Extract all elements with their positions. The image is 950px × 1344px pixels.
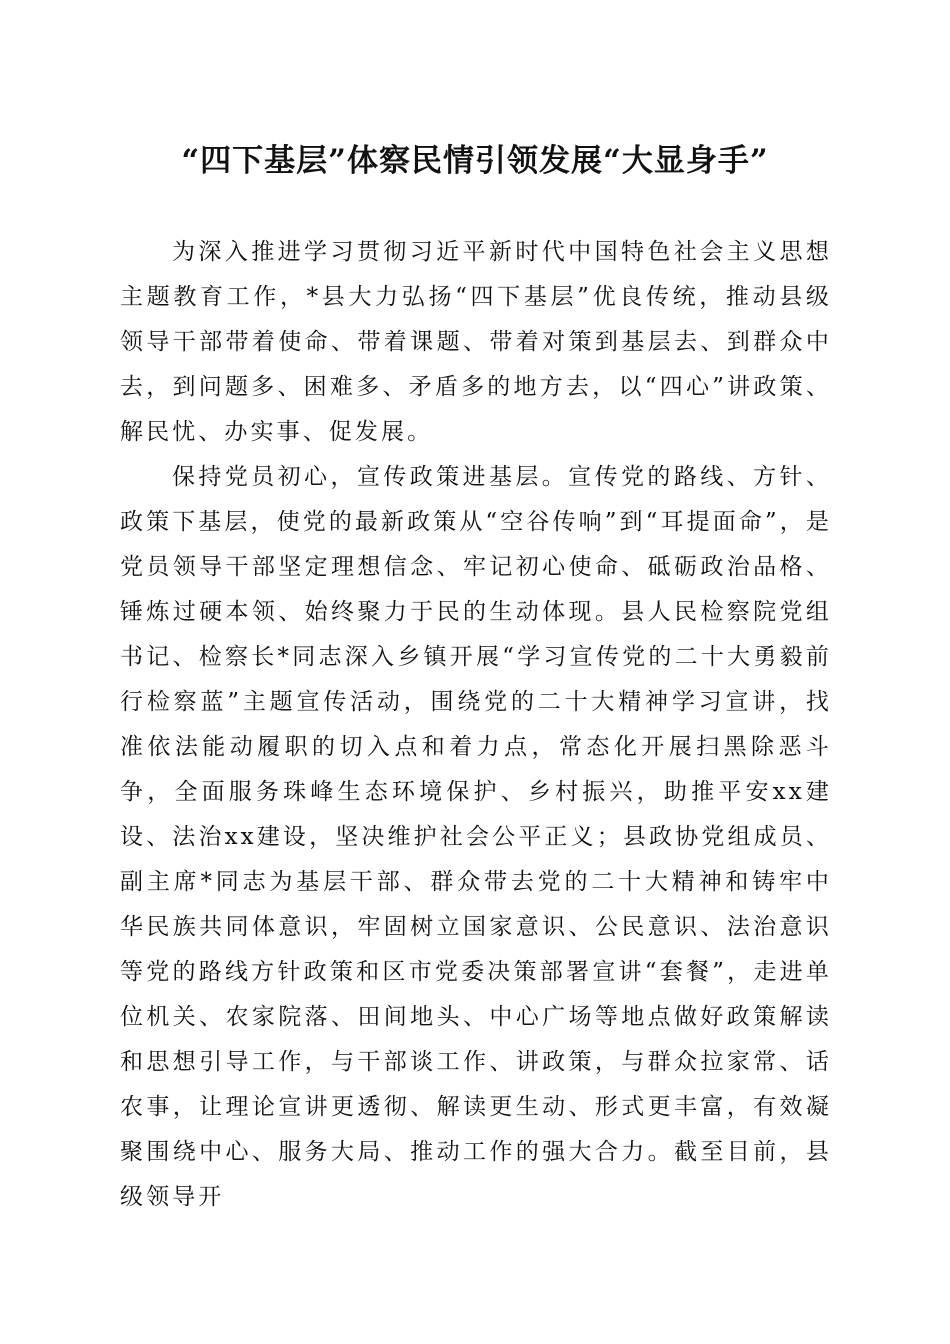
paragraph-intro: 为深入推进学习贯彻习近平新时代中国特色社会主义思想主题教育工作，*县大力弘扬“四下基层”优良传统，推动县级领导干部带着使命、带着课题、带着对策到基层去、到群众中去，到问题多、困难多、矛盾多的地方去，以“四心”讲政策、解民忧、办实事、促发展。 — [120, 239, 832, 445]
document-body — [120, 230, 832, 1220]
paragraph-policy-promotion: 保持党员初心，宣传政策进基层。宣传党的路线、方针、政策下基层，使党的最新政策从“空谷传响”到“耳提面命”，是党员领导干部坚定理想信念、牢记初心使命、砥砺政治品格、锤炼过硬本领、始终聚力于民的生动体现。县人民检察院党组书记、检察长*同志深入乡镇开展“学习宣传党的二十大勇毅前行检察蓝”主题宣传活动，围绕党的二十大精神学习宣讲，找准依法能动履职的切入点和着力点，常态化开展扫黑除恶斗争，全面服务珠峰生态环境保护、乡村振兴，助推平安xx建设、法治xx建设，坚决维护社会公平正义；县政协党组成员、副主席*同志为基层干部、群众带去党的二十大精神和铸牢中华民族共同体意识，牢固树立国家意识、公民意识、法治意识等党的路线方针政策和区市党委决策部署宣讲“套餐”，走进单位机关、农家院落、田间地头、中心广场等地点做好政策解读和思想引导工作，与干部谈工作、讲政策，与群众拉家常、话农事，让理论宣讲更透彻、解读更生动、形式更丰富，有效凝聚围绕中心、服务大局、推动工作的强大合力。截至目前，县级领导开 — [120, 464, 832, 1210]
document-title: “四下基层”体察民情引领发展“大显身手” — [181, 143, 769, 179]
